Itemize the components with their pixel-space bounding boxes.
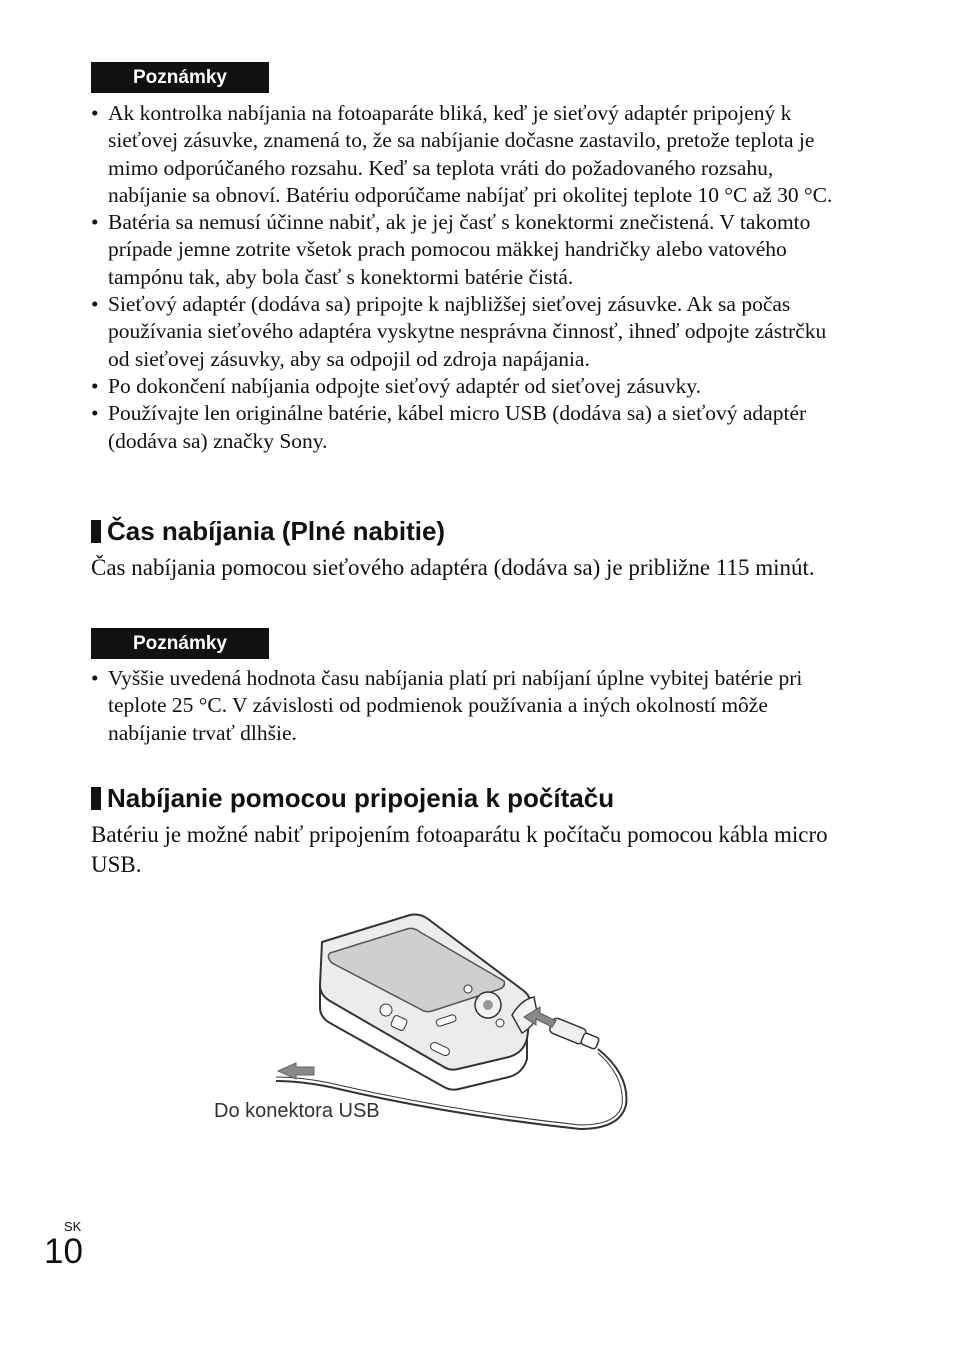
language-code: SK: [64, 1219, 82, 1234]
section-marker-icon: [91, 520, 101, 543]
page-number: 10: [44, 1232, 83, 1271]
list-item: • Sieťový adaptér (dodáva sa) pripojte k najbližšej sieťovej zásuvke. Ak sa počas používania sieťového adaptéra vyskytne nesprávna činnosť, ihneď odpojte zástrčku od sieťovej zásuvky, aby sa odpojil od zdroja napájania.: [91, 291, 851, 373]
usb-plug-sleeve: [580, 1032, 599, 1049]
notes-list: [91, 100, 851, 455]
direction-arrow-icon: [278, 1063, 314, 1079]
list-item: • Vyššie uvedená hodnota času nabíjania platí pri nabíjaní úplne vybitej batérie pri teplote 25 °C. V závislosti od podmienok používania a iných okolností môže nabíjanie trvať dlhšie.: [91, 665, 851, 747]
illustration-caption: Do konektora USB: [214, 1100, 380, 1122]
tripod-socket-icon: [380, 1004, 392, 1016]
notes-label: Poznámky: [91, 62, 269, 93]
notes-list: [91, 665, 851, 747]
list-item: • Batéria sa nemusí účinne nabiť, ak je jej časť s konektormi znečistená. V takomto prípade jemne zotrite všetok prach pomocou mäkkej handričky alebo vatového tampónu tak, aby bola časť s konektormi batérie čistá.: [91, 209, 851, 291]
camera-button: [464, 985, 472, 993]
list-item: • Používajte len originálne batérie, kábel micro USB (dodáva sa) a sieťový adaptér (dodáva sa) značky Sony.: [91, 400, 851, 455]
section-heading-pc-charging: [91, 782, 614, 814]
paragraph: Čas nabíjania pomocou sieťového adaptéra (dodáva sa) je približne 115 minút.: [91, 555, 815, 580]
section-heading-text: Nabíjanie pomocou pripojenia k počítaču: [107, 783, 615, 813]
camera-button: [496, 1019, 504, 1027]
paragraph: Batériu je možné nabiť pripojením fotoaparátu k počítaču pomocou kábla micro USB.: [91, 822, 828, 877]
list-item: • Ak kontrolka nabíjania na fotoaparáte bliká, keď je sieťový adaptér pripojený k sieťovej zásuvke, znamená to, že sa nabíjanie dočasne zastavilo, pretože teplota je mimo odporúčaného rozsahu. Keď sa teplota vráti do požadovaného rozsahu, nabíjanie sa obnoví. Batériu odporúčame nabíjať pri okolitej teplote 10 °C až 30 °C.: [91, 100, 851, 209]
list-item: • Po dokončení nabíjania odpojte sieťový adaptér od sieťovej zásuvky.: [91, 373, 851, 400]
notes-label: Poznámky: [91, 628, 269, 659]
section-heading-charging-time: [91, 515, 445, 547]
control-dial-center: [483, 1000, 493, 1010]
section-heading-text: Čas nabíjania (Plné nabitie): [107, 516, 446, 546]
section-marker-icon: [91, 787, 101, 810]
